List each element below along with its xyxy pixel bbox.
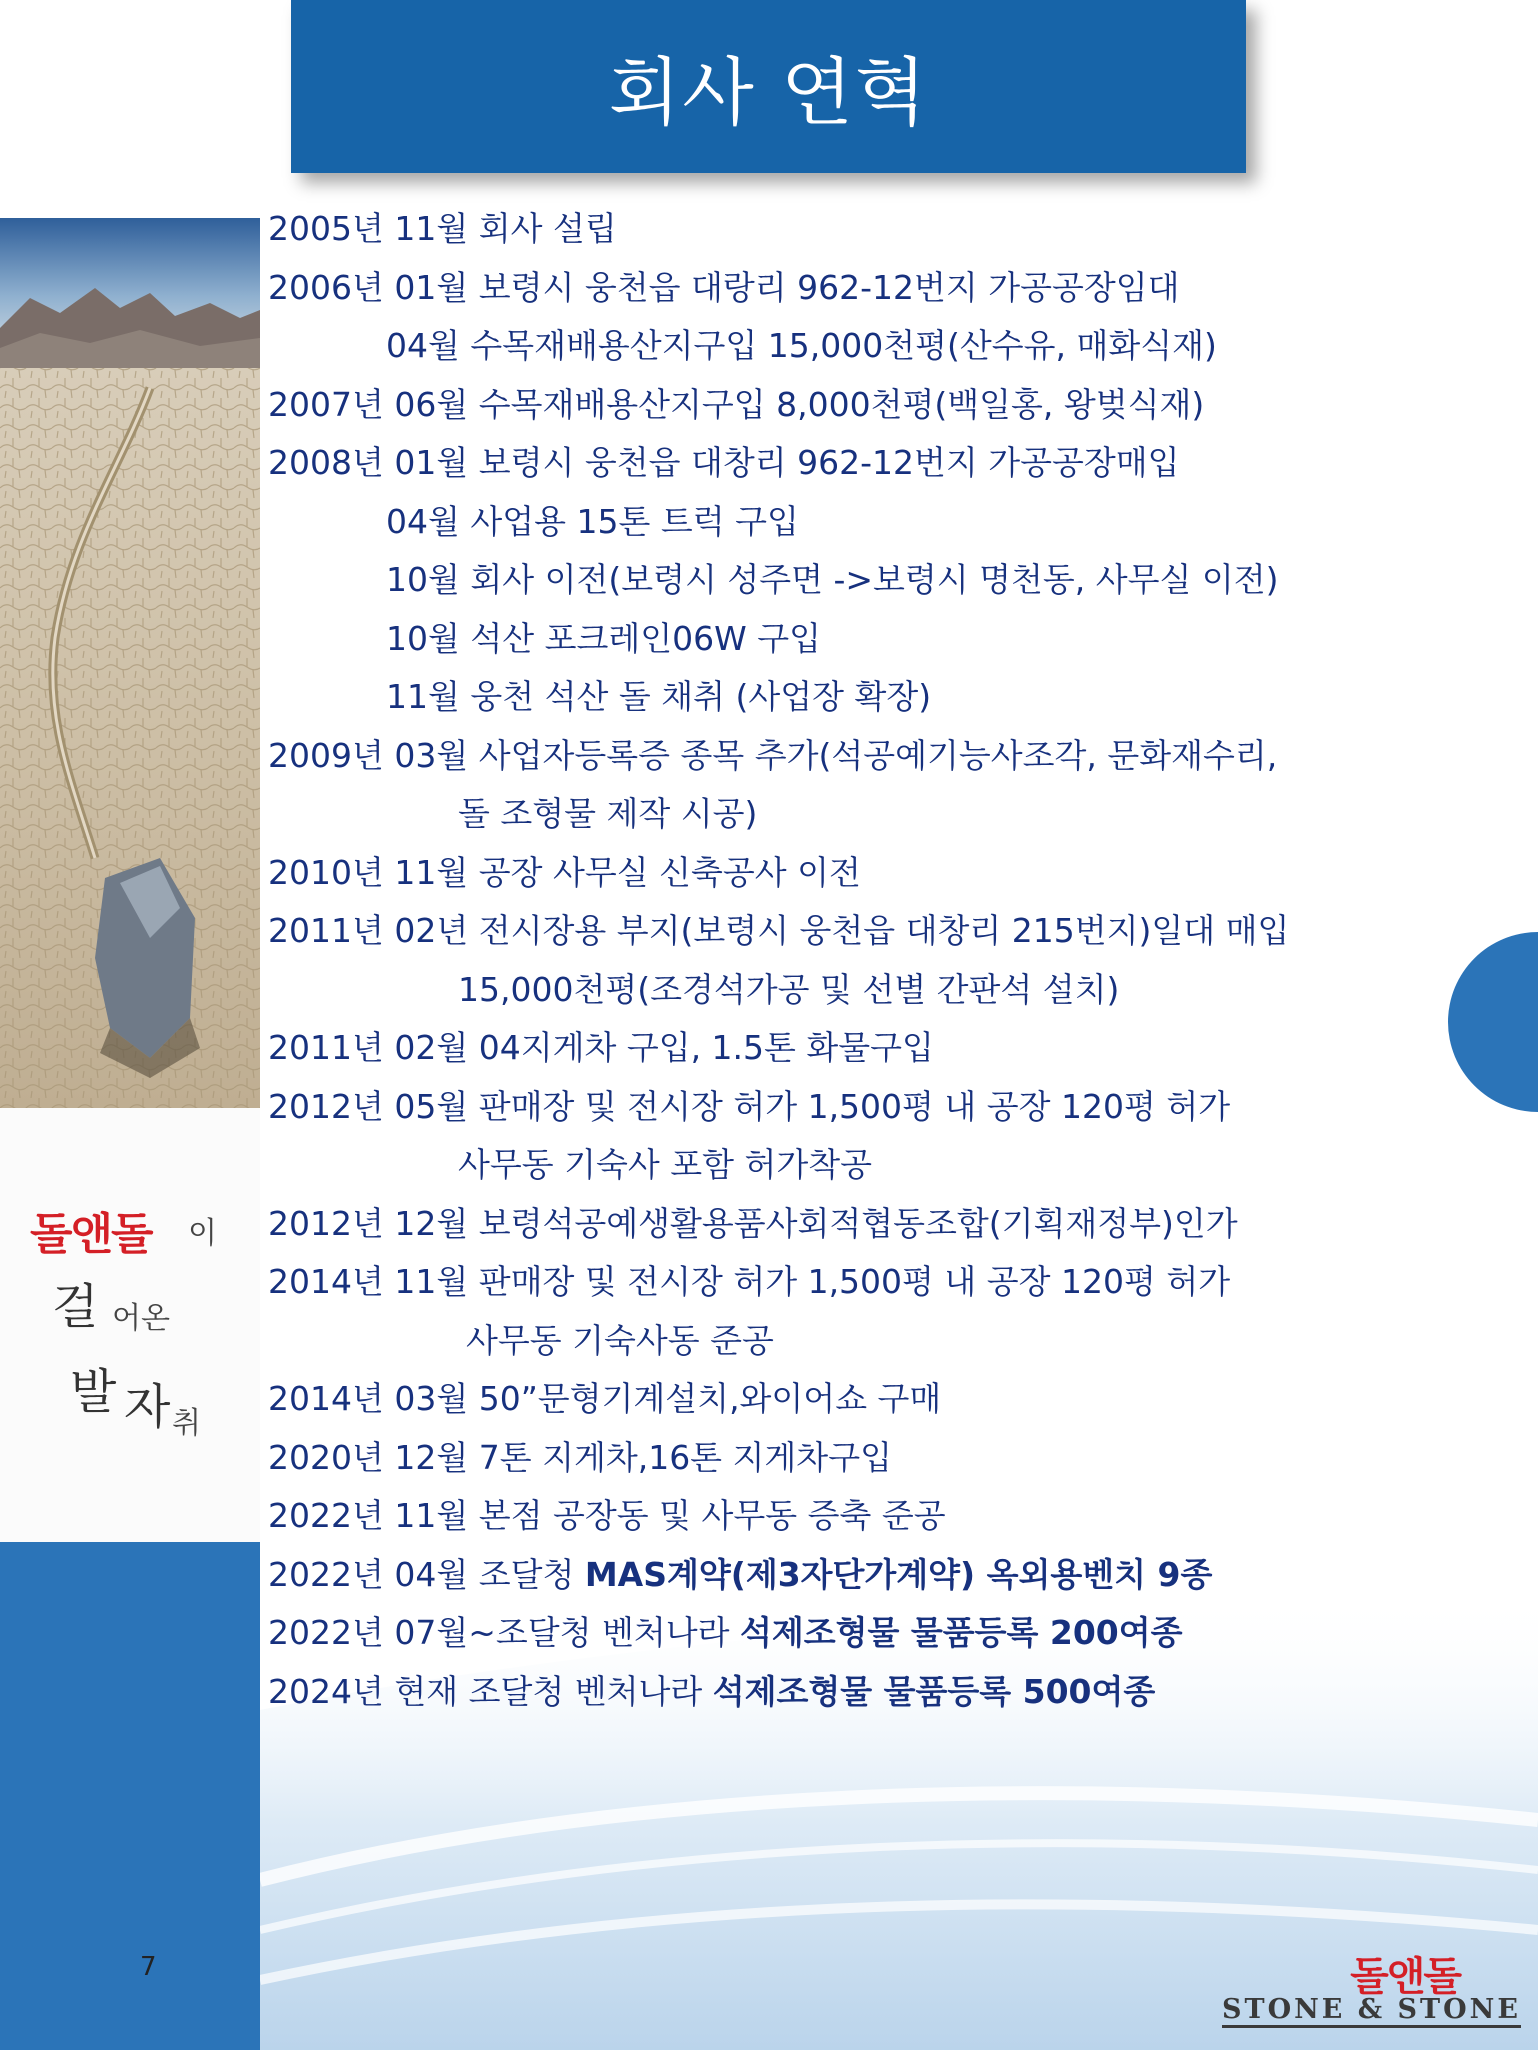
slogan-word-2: 어온 [112, 1301, 170, 1336]
timeline-entry-text: 04월 수목재배용산지구입 15,000천평(산수유, 매화식재) [386, 326, 1217, 365]
timeline-entry [268, 961, 1448, 1020]
timeline-entry-text: 2008년 01월 보령시 웅천읍 대창리 962-12번지 가공공장매입 [268, 443, 1180, 482]
timeline-entry [268, 1312, 1448, 1371]
timeline-entry [268, 1663, 1448, 1722]
timeline-entry [268, 376, 1448, 435]
left-blue-strip [0, 1542, 260, 2050]
timeline-entry-text: 2009년 03월 사업자등록증 종목 추가(석공예기능사조각, 문화재수리, [268, 735, 1278, 775]
timeline-entry-text: 04월 사업용 15톤 트럭 구입 [386, 501, 799, 541]
timeline-entry [268, 727, 1448, 786]
timeline-entry-text: 2006년 01월 보령시 웅천읍 대랑리 962-12번지 가공공장임대 [268, 267, 1180, 307]
timeline-entry-text: 2011년 02년 전시장용 부지(보령시 웅천읍 대창리 215번지)일대 매입 [268, 911, 1290, 950]
timeline-entry-text: 돌 조형물 제작 시공) [458, 794, 758, 833]
company-logo [1222, 1945, 1522, 2035]
slogan-word-1: 걸 [52, 1279, 99, 1335]
timeline-entry-text: 15,000천평(조경석가공 및 선별 간판석 설치) [458, 969, 1120, 1009]
timeline-entry-text: 2014년 03월 50”문형기계설치,와이어쇼 구매 [268, 1379, 942, 1418]
timeline-entry [268, 1253, 1448, 1312]
timeline-entry-text: 2012년 12월 보령석공예생활용품사회적협동조합(기획재정부)인가 [268, 1203, 1238, 1243]
timeline-entry [268, 1546, 1448, 1605]
timeline-entry-text: 2022년 11월 본점 공장동 및 사무동 증축 준공 [268, 1496, 946, 1535]
timeline-entry-highlight: 석제조형물 물품등록 500여종 [712, 1671, 1156, 1711]
timeline-entry-text: 2022년 04월 조달청 [268, 1554, 585, 1594]
timeline-entry-text: 2010년 11월 공장 사무실 신축공사 이전 [268, 852, 861, 892]
timeline-entry-text: 10월 석산 포크레인06W 구입 [386, 618, 821, 658]
timeline-entry [268, 493, 1448, 552]
slogan-word-5: 취 [172, 1406, 201, 1441]
timeline-entry [268, 668, 1448, 727]
timeline-entry-text: 2005년 11월 회사 설립 [268, 209, 617, 248]
logo-english: STONE & STONE [1222, 1995, 1521, 2028]
slogan-word-4: 자 [124, 1379, 171, 1435]
timeline-entry [268, 200, 1448, 259]
timeline-entry-text: 2012년 05월 판매장 및 전시장 허가 1,500평 내 공장 120평 허가 [268, 1086, 1231, 1126]
decorative-half-circle [1448, 932, 1538, 1112]
timeline-entry-text: 2020년 12월 7톤 지게차,16톤 지게차구입 [268, 1437, 892, 1477]
timeline-entry-text: 2011년 02월 04지게차 구입, 1.5톤 화물구입 [268, 1028, 934, 1067]
timeline-entry [268, 1370, 1448, 1429]
timeline-entry-text: 사무동 기숙사 포함 허가착공 [458, 1145, 873, 1184]
page-title: 회사 연혁 [608, 49, 929, 136]
timeline-entry [268, 1604, 1448, 1663]
timeline-entry [268, 1429, 1448, 1488]
timeline-entry [268, 610, 1448, 669]
timeline-entry-highlight: 석제조형물 물품등록 200여종 [740, 1613, 1183, 1652]
timeline-entry-text: 사무동 기숙사동 준공 [466, 1320, 774, 1360]
timeline-entry-text: 11월 웅천 석산 돌 채취 (사업장 확장) [386, 677, 932, 716]
timeline-entry [268, 1078, 1448, 1137]
title-banner [291, 0, 1246, 173]
slogan-panel [0, 1108, 260, 1542]
timeline-entry [268, 434, 1448, 493]
timeline-entry-text: 10월 회사 이전(보령시 성주면 ->보령시 명천동, 사무실 이전) [386, 560, 1279, 599]
timeline-entry [268, 1019, 1448, 1078]
timeline-entry-text: 2007년 06월 수목재배용산지구입 8,000천평(백일홍, 왕벚식재) [268, 384, 1205, 424]
timeline-entry [268, 259, 1448, 318]
timeline-entry [268, 1136, 1448, 1195]
timeline-entry [268, 317, 1448, 376]
slogan-brand: 돌앤돌 [30, 1209, 152, 1260]
timeline-entry [268, 902, 1448, 961]
timeline-entry [268, 551, 1448, 610]
timeline-entry-text: 2022년 07월~조달청 벤처나라 [268, 1613, 740, 1652]
company-history-timeline [268, 200, 1448, 1721]
timeline-entry [268, 785, 1448, 844]
logo-brand: 돌앤돌 [1350, 1953, 1460, 2000]
timeline-entry-text: 2024년 현재 조달청 벤처나라 [268, 1671, 713, 1711]
slogan-word-3: 발 [70, 1364, 117, 1420]
timeline-entry [268, 1487, 1448, 1546]
timeline-entry [268, 844, 1448, 903]
slogan-particle: 이 [188, 1216, 217, 1251]
timeline-entry-highlight: MAS계약(제3자단가계약) 옥외용벤치 9종 [584, 1554, 1213, 1594]
timeline-entry-text: 2014년 11월 판매장 및 전시장 허가 1,500평 내 공장 120평 허가 [268, 1262, 1231, 1301]
timeline-entry [268, 1195, 1448, 1254]
desert-rock-photo [0, 218, 260, 1108]
page-number: 7 [140, 1952, 157, 1982]
